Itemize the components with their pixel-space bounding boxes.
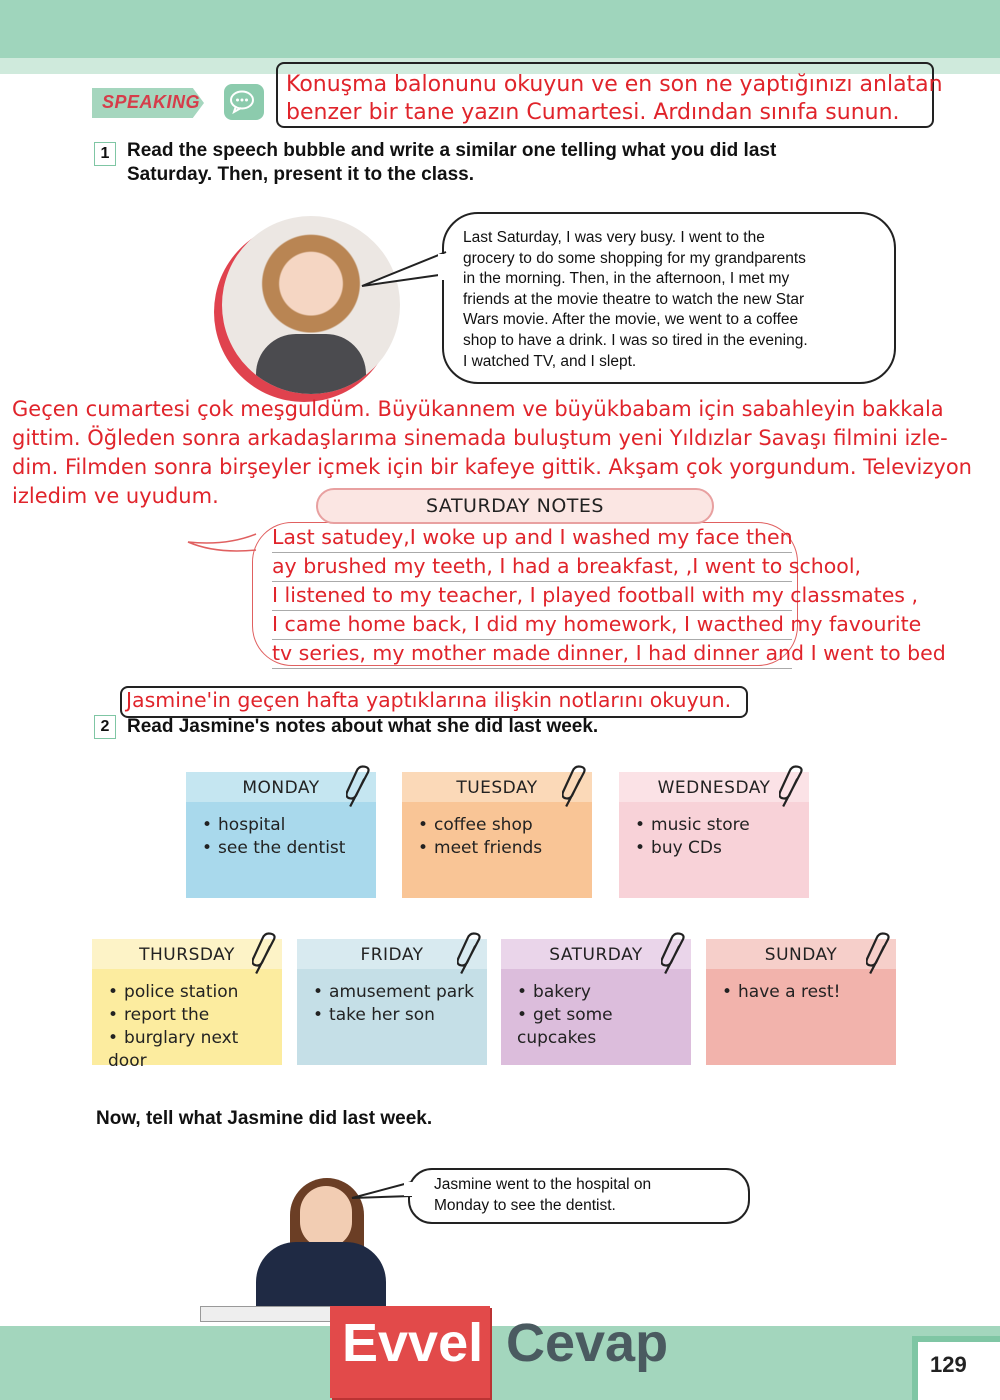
day-title: SUNDAY [764,945,838,965]
translation-line: benzer bir tane yazın Cumartesi. Ardından sınıfa sunun. [286,100,900,125]
ruled-line [272,639,792,640]
day-activities [108,981,282,1073]
activity-item: • burglary next door [108,1027,282,1073]
notes-label: SATURDAY NOTES [316,488,714,524]
handwritten-line: tv series, my mother made dinner, I had dinner and I went to bed [272,641,946,665]
activity-item: • get some cupcakes [517,1004,691,1050]
prompt: Now, tell what Jasmine did last week. [96,1108,433,1129]
handwritten-line: ay brushed my teeth, I had a breakfast, ,I went to school, [272,554,862,578]
activity-item: • have a rest! [722,981,840,1004]
translation-line: gittim. Öğleden sonra arkadaşlarıma sinemada buluştum yeni Yıldızlar Savaşı filmini izle- [12,426,948,450]
top-band [0,0,1000,58]
activity-item: • music store [635,814,750,837]
instruction-line: Read the speech bubble and write a similar one telling what you did last [127,140,777,161]
notes-bubble-tail [186,528,258,558]
instruction-line: Saturday. Then, present it to the class. [127,164,475,185]
handwritten-line: Last satudey,I woke up and I washed my face then [272,525,793,549]
bubble-tail-cover [438,254,448,280]
bubble-line: I watched TV, and I slept. [463,352,637,370]
paperclip-icon [661,931,687,981]
instruction-line: Read Jasmine's notes about what she did last week. [127,716,599,737]
day-title: MONDAY [242,778,320,798]
activity-item: • amusement park [313,981,474,1004]
paperclip-icon [346,764,372,814]
activity-item: • report the [108,1004,282,1027]
day-note-0 [186,772,376,898]
day-title: THURSDAY [139,945,235,965]
paperclip-icon [252,931,278,981]
day-activities [313,981,474,1027]
paperclip-icon [562,764,588,814]
bubble-line: Monday to see the dentist. [434,1197,616,1214]
bubble-line: shop to have a drink. I was so tired in the evening. [463,331,808,349]
ruled-line [272,668,792,669]
paperclip-icon [779,764,805,814]
student-illustration-body [256,1242,386,1312]
day-note-1 [402,772,592,898]
exercise-number: 2 [94,715,116,739]
day-title: FRIDAY [360,945,424,965]
activity-item: • meet friends [418,837,542,860]
handwritten-line: I listened to my teacher, I played football with my classmates , [272,583,919,607]
translation-line: Konuşma balonunu okuyun ve en son ne yaptığınızı anlatan [286,72,943,97]
day-title: WEDNESDAY [657,778,771,798]
day-title: TUESDAY [456,778,538,798]
day-activities [517,981,691,1050]
ruled-line [272,610,792,611]
bubble-line: friends at the movie theatre to watch the new Star [463,290,805,308]
bubble-tail-cover [404,1182,414,1196]
day-note-2 [619,772,809,898]
bubble-tail [358,248,450,292]
day-note-5 [501,939,691,1065]
bubble-line: Last Saturday, I was very busy. I went to the [463,229,765,246]
translation-line: Jasmine'in geçen hafta yaptıklarına ilişkin notlarını okuyun. [126,688,732,712]
logo-text: Cevap [506,1313,669,1373]
portrait-photo [222,216,400,394]
day-activities [418,814,542,860]
activity-item: • bakery [517,981,691,1004]
page-number: 129 [930,1352,967,1377]
day-activities [202,814,345,860]
speech-bubble-text [434,1174,734,1216]
ruled-line [272,581,792,582]
paperclip-icon [457,931,483,981]
ruled-line [272,552,792,553]
bubble-line: grocery to do some shopping for my grandparents [463,249,806,267]
day-title: SATURDAY [549,945,643,965]
logo-text: Evvel [342,1313,484,1373]
chat-bubbles-icon [224,84,264,120]
activity-item: • buy CDs [635,837,750,860]
student-illustration-face [300,1186,352,1248]
day-note-6 [706,939,896,1065]
translation-line: izledim ve uyudum. [12,484,219,508]
activity-item: • take her son [313,1004,474,1027]
handwritten-line: I came home back, I did my homework, I wacthed my favourite [272,612,922,636]
speech-bubble-text [463,228,883,372]
bottom-band [0,1326,1000,1400]
translation-line: dim. Filmden sonra birşeyler içmek için bir kafeye gittik. Akşam çok yorgundum. Televizyon [12,455,972,479]
bubble-line: Jasmine went to the hospital on [434,1176,652,1193]
activity-item: • coffee shop [418,814,542,837]
translation-line: Geçen cumartesi çok meşguldüm. Büyükannem ve büyükbabam için sabahleyin bakkala [12,397,944,421]
paperclip-icon [866,931,892,981]
day-note-4 [297,939,487,1065]
day-activities [722,981,840,1004]
section-tag: SPEAKING [102,92,201,112]
day-activities [635,814,750,860]
exercise-number: 1 [94,142,116,166]
activity-item: • hospital [202,814,345,837]
activity-item: • see the dentist [202,837,345,860]
bubble-line: in the morning. Then, in the afternoon, I met my [463,270,790,288]
activity-item: • police station [108,981,282,1004]
bubble-line: Wars movie. After the movie, we went to a coffee [463,311,799,329]
day-note-3 [92,939,282,1071]
